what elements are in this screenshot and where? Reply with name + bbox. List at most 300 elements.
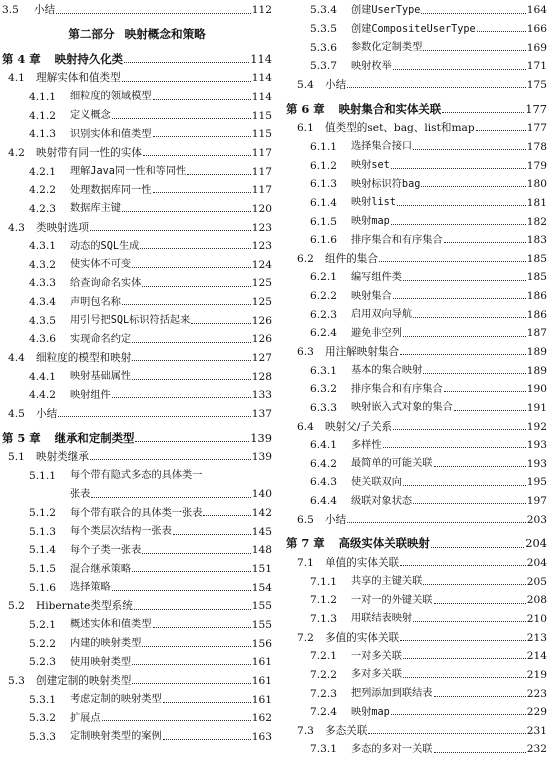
dot-leader [413,149,526,150]
entry-number: 7.2.3 [310,687,337,700]
page-number: 181 [526,196,547,209]
entry-title: 定制映射类型的案例 [70,731,162,743]
entry-number: 第二部分 [68,26,115,41]
entry-title: 映射map [351,706,390,718]
subsection-entry [2,310,272,329]
subsection-entry [2,521,272,540]
entry-title: 多态关联 [325,724,368,737]
section-entry [2,670,272,689]
entry-title: 一对多关联 [351,650,402,662]
entry-number: 4.2.1 [29,165,56,178]
subsection-entry [286,683,547,702]
entry-number: 6.4.4 [310,495,337,508]
entry-number: 4.5 [8,407,25,420]
entry-title: Hibernate类型系统 [36,600,133,613]
entry-title: 使实体不可变 [70,259,132,271]
page-number: 191 [526,401,547,414]
dot-leader [142,553,250,554]
subsection-entry [2,652,272,671]
page-number: 203 [526,513,547,526]
entry-title: 多态的多对一关联 [351,743,433,755]
page-number: 114 [251,91,272,104]
dot-leader [400,640,526,641]
dot-leader [403,280,526,281]
entry-title: 单值的实体关联 [325,557,400,570]
entry-title: 理解实体和值类型 [36,72,121,85]
page-number: 186 [526,308,547,321]
dot-leader [421,186,525,187]
entry-number: 6.1.3 [310,178,337,191]
entry-number: 5.2 [8,600,25,613]
page-number: 117 [251,184,272,197]
dot-leader [132,267,251,268]
dot-leader [153,136,251,137]
dot-leader [122,81,251,82]
subsection-entry [286,56,547,75]
entry-title: 内建的映射类型 [70,638,142,650]
section-entry [286,416,547,435]
dot-leader [143,155,251,156]
page-number: 204 [526,557,547,570]
entry-title: 选择策略 [70,582,111,594]
dot-leader [442,112,524,113]
subsection-entry [286,267,547,286]
entry-title: 把列添加到联结表 [351,687,433,699]
subsection-entry [286,397,547,416]
entry-title: 选择集合接口 [351,141,413,153]
section-entry [286,342,547,361]
subsection-entry [286,360,547,379]
entry-title: 值类型的set、bag、list和map [325,122,475,135]
chapter-heading [286,534,547,553]
dot-leader [102,720,251,721]
dot-leader [403,336,526,337]
section-entry [286,627,547,646]
page-number: 123 [251,221,272,234]
entry-title: 参数化定制类型 [351,42,423,54]
section-entry [2,348,272,367]
page-number: 164 [526,4,547,17]
page-number: 229 [526,706,547,719]
entry-title: 小结 [325,79,347,92]
section-entry [2,68,272,87]
entry-number: 5.3.4 [310,4,337,17]
entry-number: 7.1.2 [310,594,337,607]
dot-leader [431,547,524,548]
entry-title: 映射父/子关系 [325,420,393,433]
entry-title: 给查询命名实体 [70,277,142,289]
subsection-entry [286,491,547,510]
page-number: 114 [250,51,272,66]
entry-title: 实现命名约定 [70,333,132,345]
page-number: 155 [251,618,272,631]
subsection-entry [2,503,272,522]
entry-title: 映射map [351,215,390,227]
page-number: 189 [526,346,547,358]
entry-title: 动态的SQL生成 [70,240,140,252]
entry-title: 细粒度的模型和映射 [36,352,132,364]
page-number: 214 [526,650,547,663]
dot-leader [403,677,526,678]
dot-leader [454,410,526,411]
subsection-entry [286,323,547,342]
page-number: 112 [251,4,272,17]
section-entry [286,553,547,572]
entry-title: 继承和定制类型 [54,430,135,445]
section-entry [286,248,547,267]
dot-leader [135,441,249,442]
page-number: 195 [526,476,547,489]
entry-title: 组件的集合 [325,252,378,265]
page-number: 175 [526,79,547,92]
dot-leader [203,515,250,516]
entry-number: 4.1.1 [29,91,56,104]
section-entry [2,403,272,422]
dot-leader [132,664,251,665]
entry-number: 5.1.1 [29,469,56,482]
page-number: 155 [251,600,272,613]
subsection-entry [286,435,547,454]
entry-title: 类映射选项 [36,221,89,234]
page-number: 210 [526,612,547,625]
entry-number: 6.2.2 [310,290,337,303]
section-entry [286,720,547,739]
subsection-entry [2,689,272,708]
entry-number: 4.1.2 [29,109,56,122]
dot-leader [397,205,526,206]
subsection-entry [286,571,547,590]
dot-leader [90,459,251,460]
dot-leader [134,609,251,610]
subsection-entry [2,292,272,311]
entry-number: 6.2.3 [310,308,337,321]
dot-leader [153,99,251,100]
entry-title: 创建定制的映射类型 [36,674,132,687]
subsection-entry [286,286,547,305]
entry-title: 使关联双向 [351,476,402,488]
page-number: 163 [251,730,272,743]
dot-leader [124,62,249,63]
entry-title: 启用双向导航 [351,309,413,321]
subsection-entry [2,329,272,348]
entry-number: 7.2.4 [310,706,337,719]
entry-number: 5.2.1 [29,618,56,631]
page-number: 171 [526,60,547,73]
entry-number: 5.1.3 [29,525,56,538]
dot-leader [400,565,526,566]
page-number: 205 [526,575,547,588]
subsection-entry [2,124,272,143]
entry-number: 4.2 [8,146,25,159]
entry-title: 映射标识符bag [351,178,421,190]
entry-title: 用引号把SQL标识符括起来 [70,315,191,327]
page-number: 162 [251,712,272,725]
subsection-entry [286,379,547,398]
dot-leader [379,261,526,262]
entry-title: 映射类继承 [36,451,89,464]
entry-number: 5.1.5 [29,563,56,576]
entry-number: 4.1 [8,72,25,85]
page-number: 115 [251,109,272,122]
entry-number: 5.3.3 [29,730,56,743]
entry-number: 6.3 [297,346,314,358]
subsection-entry [2,633,272,652]
section-entry [286,509,547,528]
entry-title: 定义概念 [70,110,111,122]
section-entry [2,596,272,615]
entry-number: 5.2.3 [29,656,56,669]
section-entry [2,0,272,19]
entry-number: 7.3 [297,724,314,737]
dot-leader [58,416,251,417]
entry-number: 第 5 章 [2,430,41,445]
entry-title: 用注解映射集合 [325,346,400,358]
subsection-entry [2,198,272,217]
subsection-entry [2,615,272,634]
entry-title: 映射基础属性 [70,371,132,383]
entry-number: 7.1.3 [310,612,337,625]
entry-number: 第 4 章 [2,51,41,66]
page-number: 177 [525,101,547,116]
dot-leader [444,391,526,392]
page-number: 187 [526,327,547,340]
subsection-continuation [2,484,272,503]
entry-number: 5.3 [8,674,25,687]
entry-title: 每个带有隐式多态的具体类一 [70,470,203,482]
entry-number: 4.3.5 [29,314,56,327]
entry-number: 第 7 章 [286,536,325,551]
entry-number: 5.1.4 [29,544,56,557]
page-number: 154 [251,581,272,594]
dot-leader [90,230,251,231]
page-number: 231 [526,724,547,737]
entry-number: 5.3.1 [29,693,56,706]
entry-number: 5.3.2 [29,712,56,725]
entry-number: 5.1.2 [29,507,56,520]
entry-number: 7.1.1 [310,575,337,588]
page-number: 133 [251,389,272,402]
subsection-entry [286,609,547,628]
entry-number: 6.1.5 [310,215,337,228]
subsection-entry [2,87,272,106]
dot-leader [391,224,526,225]
entry-title: 排序集合和有序集合 [351,383,443,395]
dot-leader [142,286,250,287]
entry-number: 6.4.3 [310,476,337,489]
entry-title: 理解Java同一性和等同性 [70,166,187,178]
dot-leader [423,584,525,585]
section-entry [2,142,272,161]
subsection-entry [286,664,547,683]
entry-title: 级联对象状态 [351,495,413,507]
subsection-entry [2,161,272,180]
entry-number: 4.3.3 [29,277,56,290]
page-number: 178 [526,140,547,153]
section-entry [2,217,272,236]
entry-number: 6.2.4 [310,327,337,340]
chapter-heading [286,99,547,118]
entry-title: 每个子类一张表 [70,544,142,556]
entry-title: 多对多关联 [351,669,402,681]
subsection-entry [2,366,272,385]
entry-number: 5.1.6 [29,581,56,594]
dot-leader [187,174,251,175]
dot-leader [163,739,251,740]
entry-number: 4.4.2 [29,389,56,402]
entry-title: 创建UserType [351,4,421,16]
dot-leader [444,242,526,243]
entry-number: 5.3.5 [310,23,337,36]
section-entry [2,447,272,466]
subsection-entry [286,646,547,665]
entry-title: 映射持久化类 [54,51,123,66]
subsection-entry [286,174,547,193]
dot-leader [434,752,526,753]
subsection-entry [2,385,272,404]
entry-title: 用联结表映射 [351,613,413,625]
dot-leader [434,603,526,604]
entry-number: 7.3.1 [310,743,337,756]
page-number: 148 [251,544,272,557]
chapter-heading [2,49,272,68]
page-number: 169 [526,41,547,54]
entry-title: 映射带有同一性的实体 [36,146,142,159]
entry-number: 6.4.2 [310,457,337,470]
entry-title: 数据库主键 [70,203,121,215]
dot-leader [132,571,251,572]
dot-leader [477,31,526,32]
entry-title: 处理数据库同一性 [70,184,152,196]
dot-leader [153,192,251,193]
page-number: 186 [526,290,547,303]
entry-number: 6.2.1 [310,271,337,284]
page-number: 140 [251,488,272,501]
entry-title: 最简单的可能关联 [351,458,433,470]
dot-leader [403,485,526,486]
entry-title: 编写组件类 [351,271,402,283]
entry-number: 4.4.1 [29,370,56,383]
entry-number: 6.1.2 [310,159,337,172]
subsection-entry [286,739,547,758]
page-number: 179 [526,159,547,172]
section-entry [286,75,547,94]
page-number: 232 [526,743,547,756]
entry-number: 6.4.1 [310,439,337,452]
entry-title: 多值的实体关联 [325,631,400,644]
dot-leader [142,646,250,647]
entry-title: 小结 [34,4,56,17]
entry-number: 6.4 [297,420,314,433]
subsection-entry [286,304,547,323]
dot-leader [413,317,526,318]
entry-number: 5.3.7 [310,60,337,73]
entry-number: 6.5 [297,513,314,526]
page-number: 125 [251,296,272,309]
entry-number: 5.2.2 [29,637,56,650]
subsection-entry [286,472,547,491]
entry-title: 考虑定制的映射类型 [70,693,162,705]
entry-title: 排序集合和有序集合 [351,234,443,246]
entry-title: 每个类层次结构一张表 [70,526,172,538]
page-number: 204 [525,536,547,551]
entry-number: 第 6 章 [286,101,325,116]
entry-number: 4.3.2 [29,258,56,271]
page-number: 185 [526,252,547,265]
entry-number: 4.3.4 [29,296,56,309]
dot-leader [132,379,251,380]
entry-number: 4.1.3 [29,128,56,141]
page-number: 161 [251,656,272,669]
page-number: 190 [526,383,547,396]
page-number: 180 [526,178,547,191]
entry-title: 混合继承策略 [70,563,132,575]
subsection-entry [2,273,272,292]
page-number: 117 [251,165,272,178]
entry-number: 6.2 [297,252,314,265]
entry-title: 创建CompositeUserType [351,23,476,35]
dot-leader [153,627,251,628]
entry-title: 映射概念和策略 [124,26,206,41]
page-number: 213 [526,631,547,644]
subsection-entry [2,577,272,596]
entry-number: 7.2 [297,631,314,644]
page-number: 189 [526,364,547,377]
entry-number: 6.1 [297,122,314,135]
entry-number: 6.3.1 [310,364,337,377]
subsection-entry [2,105,272,124]
dot-leader [476,130,526,131]
subsection-entry [2,726,272,745]
dot-leader [132,683,250,684]
page-number: 182 [526,215,547,228]
subsection-entry [286,211,547,230]
entry-number: 6.1.4 [310,196,337,209]
entry-number: 7.2.1 [310,650,337,663]
page-number: 137 [251,407,272,420]
page-number: 208 [526,594,547,607]
dot-leader [173,534,251,535]
entry-title: 基本的集合映射 [351,365,423,377]
entry-title: 细粒度的领域模型 [70,91,152,103]
dot-leader [112,590,251,591]
entry-title: 声明包名称 [70,296,121,308]
entry-number: 4.4 [8,352,25,364]
subsection-entry [2,254,272,273]
entry-number: 4.3 [8,221,25,234]
dot-leader [393,429,526,430]
dot-leader [413,621,526,622]
entry-title: 映射嵌入式对象的集合 [351,402,453,414]
entry-title: 一对一的外键关联 [351,594,433,606]
page-number: 161 [251,674,272,687]
dot-leader [421,13,525,14]
entry-title: 映射set [351,160,390,172]
entry-title: 概述实体和值类型 [70,619,152,631]
page-number: 126 [251,314,272,327]
page-number: 192 [526,420,547,433]
entry-title: 映射组件 [70,389,111,401]
entry-title: 识别实体和值类型 [70,128,152,140]
page-number: 156 [251,637,272,650]
page-number: 114 [251,72,272,85]
dot-leader [391,714,526,715]
entry-title: 映射集合和实体关联 [338,101,442,116]
dot-leader [132,342,251,343]
entry-number: 3.5 [2,4,19,17]
dot-leader [347,522,526,523]
subsection-entry [286,453,547,472]
entry-number: 7.2.2 [310,668,337,681]
